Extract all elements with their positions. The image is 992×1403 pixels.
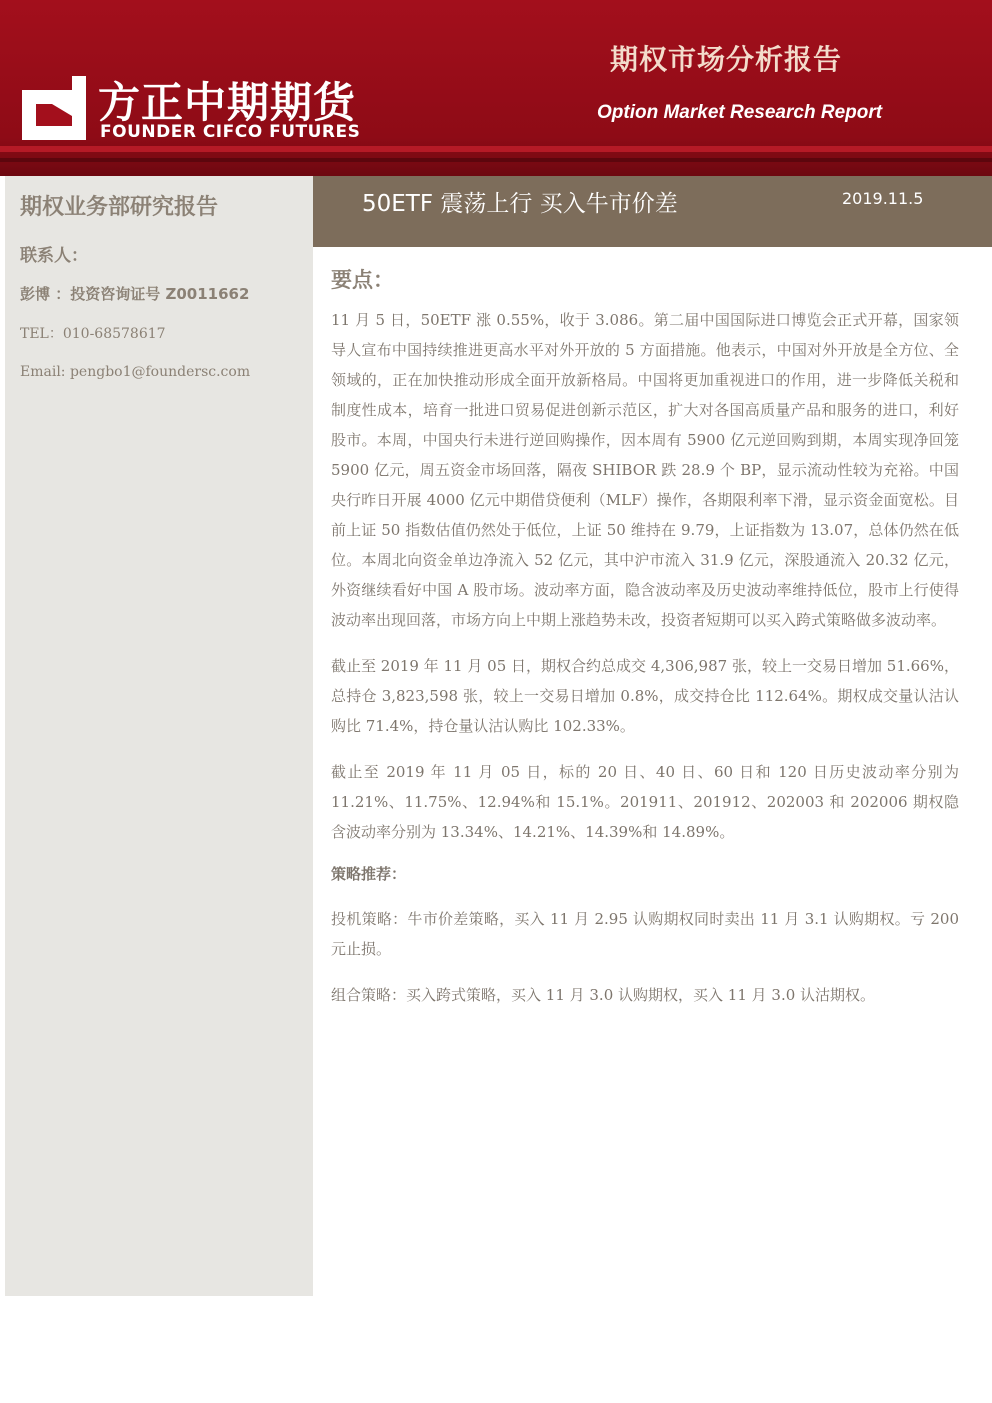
department-title: 期权业务部研究报告: [20, 195, 219, 220]
founder-square-logo-icon: [22, 76, 86, 140]
company-logo-cn: 方正中期期货: [98, 78, 357, 127]
company-logo-en: FOUNDER CIFCO FUTURES: [100, 122, 361, 142]
strategy-title: 策略推荐：: [331, 865, 407, 883]
report-title: 期权市场分析报告: [610, 43, 843, 76]
combination-strategy: 组合策略：买入跨式策略，买入 11 月 3.0 认购期权，买入 11 月 3.0 认沽期权。: [331, 986, 876, 1004]
volatility-paragraph: 截止至 2019 年 11 月 05 日，标的 20 日、40 日、60 日和 120 日历史波动率分别为 11.21%、11.75%、12.94%和 15.1%。201911、201912、202003 和 202006 期权隐含波动率分别为 13.34%、14.21%、14.39%和 14.89%。: [331, 763, 959, 841]
contact-email: Email: pengbo1@foundersc.com: [20, 364, 251, 380]
speculative-strategy: 投机策略：牛市价差策略，买入 11 月 2.95 认购期权同时卖出 11 月 3.1 认购期权。亏 200 元止损。: [331, 910, 959, 958]
report-headline: 50ETF 震荡上行 买入牛市价差: [362, 191, 678, 217]
contact-name: 彭博 ：投资咨询证号 Z0011662: [20, 285, 250, 303]
sidebar: [5, 176, 313, 1296]
market-summary-paragraph: 11 月 5 日，50ETF 涨 0.55%，收于 3.086。第二届中国国际进口博览会正式开幕，国家领导人宣布中国持续推进更高水平对外开放的 5 方面措施。他表示，中国对外开放是全方位、全领域的，正在加快推动形成全面开放新格局。中国将更加重视进口的作用，进一步降低关税和制度性成本，培育一批进口贸易促进创新示范区，扩大对各国高质量产品和服务的进口，利好股市。本周，中国央行未进行逆回购操作，因本周有 5900 亿元逆回购到期，本周实现净回笼 5900 亿元，周五资金市场回落，隔夜 SHIBOR 跌 28.9 个 BP，显示流动性较为充裕。中国央行昨日开展 4000 亿元中期借贷便利（MLF）操作，各期限利率下滑，显示资金面宽松。目前上证 50 指数估值仍然处于低位，上证 50 维持在 9.79，上证指数为 13.07，总体仍然在低位。本周北向资金单边净流入 52 亿元，其中沪市流入 31.9 亿元，深股通流入 20.32 亿元，外资继续看好中国 A 股市场。波动率方面，隐含波动率及历史波动率维持低位，股市上行使得波动率出现回落，市场方向上中期上涨趋势未改，投资者短期可以买入跨式策略做多波动率。: [331, 311, 959, 629]
contact-label: 联系人：: [20, 246, 88, 266]
report-subtitle: Option Market Research Report: [597, 102, 883, 123]
report-date: 2019.11.5: [842, 189, 924, 208]
volume-paragraph: 截止至 2019 年 11 月 05 日，期权合约总成交 4,306,987 张，较上一交易日增加 51.66%，总持仓 3,823,598 张，较上一交易日增加 0.8%，成交持仓比 112.64%。期权成交量认沽认购比 71.4%，持仓量认沽认购比 102.33%。: [331, 657, 959, 735]
banner-stripe-dark: [0, 158, 992, 162]
contact-tel: TEL：010-68578617: [20, 326, 166, 342]
main-content: [331, 264, 959, 1026]
key-points-title: 要点：: [331, 268, 394, 292]
banner-stripe: [0, 146, 992, 152]
